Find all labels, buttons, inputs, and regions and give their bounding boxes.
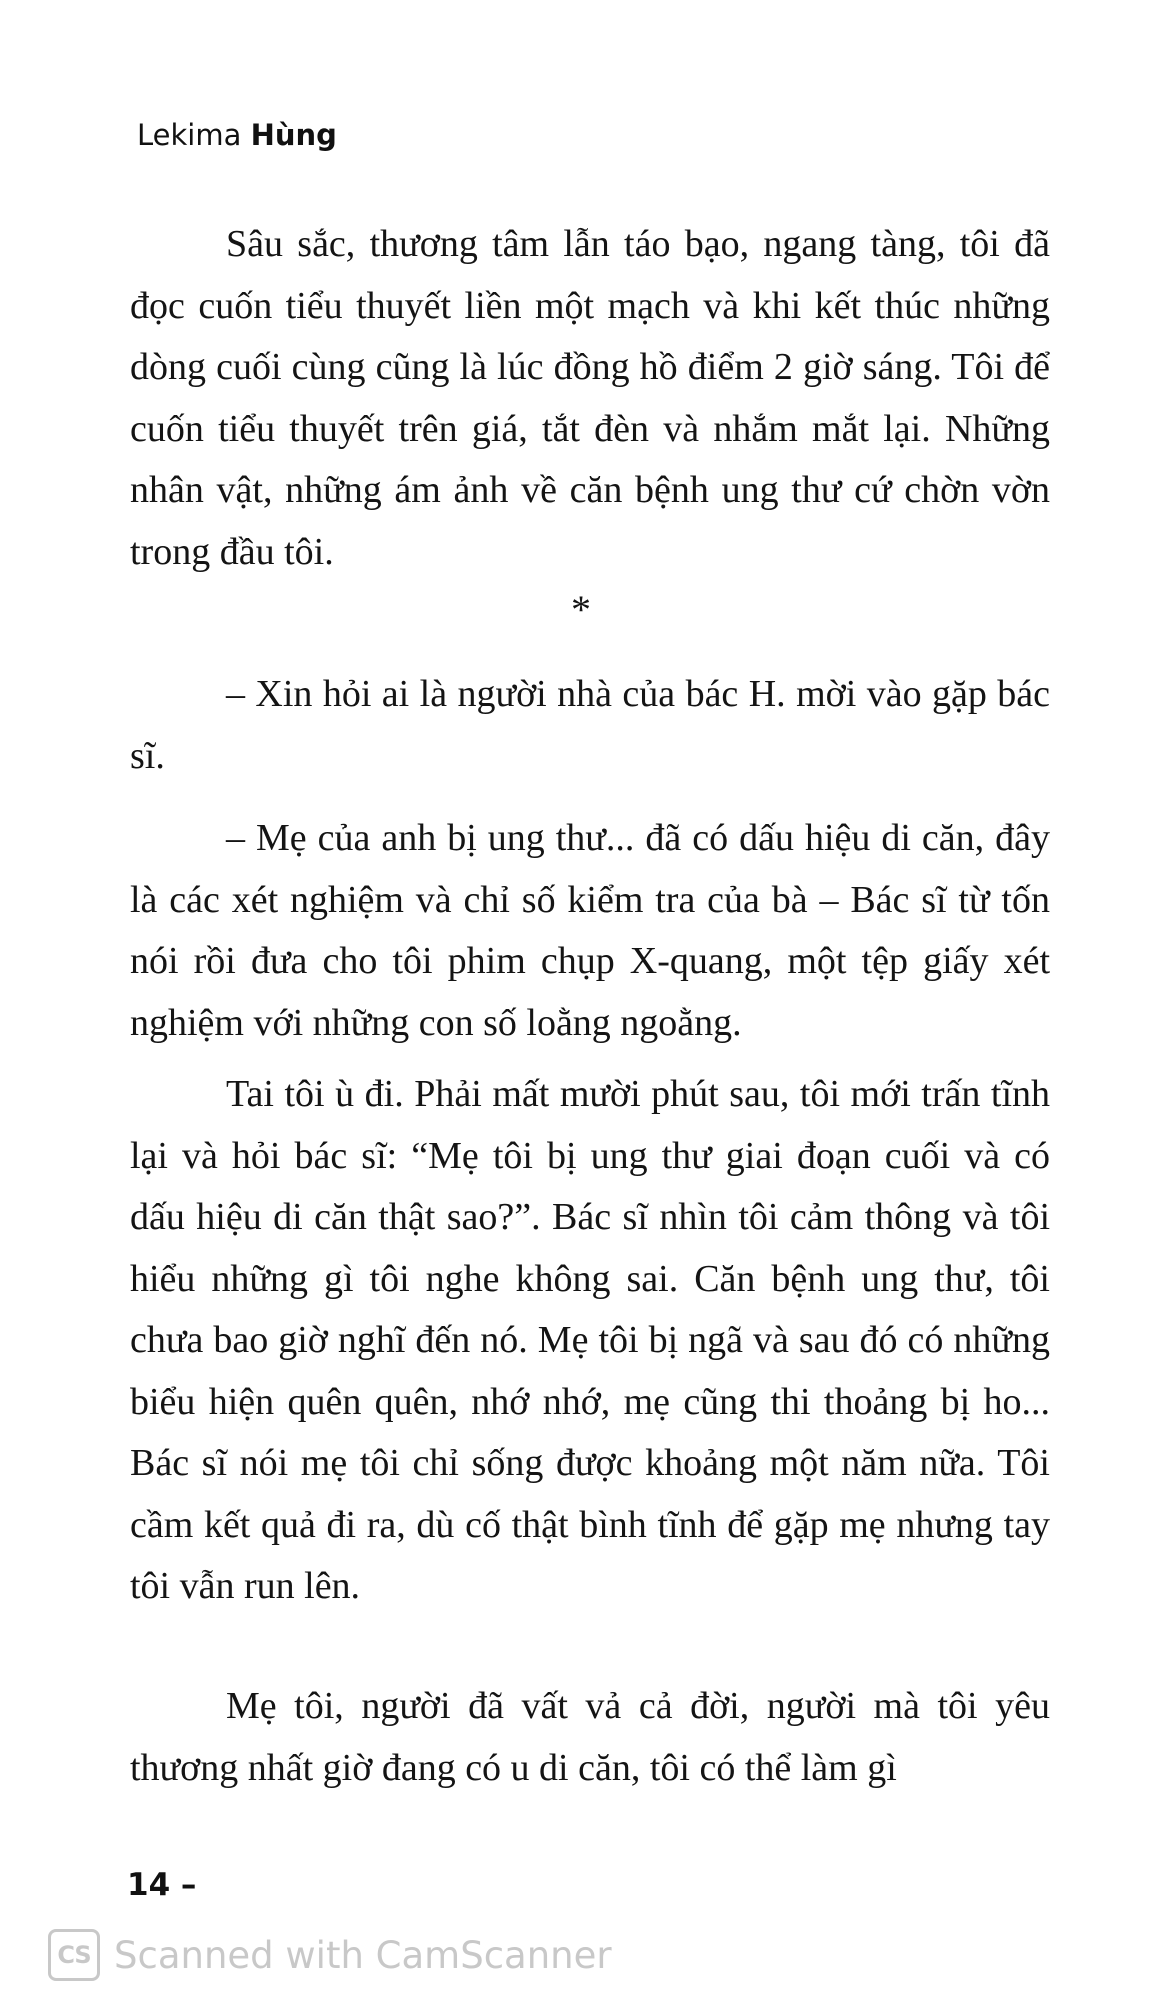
paragraph-1-block xyxy=(130,214,1050,583)
paragraph-3-block xyxy=(130,808,1050,1054)
paragraph-5-block xyxy=(130,1676,1050,1799)
paragraph-4: Tai tôi ù đi. Phải mất mười phút sau, tôi mới trấn tĩnh lại và hỏi bác sĩ: “Mẹ tôi bị ung thư giai đoạn cuối và có dấu hiệu di căn thật sao?”. Bác sĩ nhìn tôi cảm thông và tôi hiểu những gì tôi nghe không sai. Căn bệnh ung thư, tôi chưa bao giờ nghĩ đến nó. Mẹ tôi bị ngã và sau đó có những biểu hiện quên quên, nhớ nhớ, mẹ cũng thi thoảng bị ho... Bác sĩ nói mẹ tôi chỉ sống được khoảng một năm nữa. Tôi cầm kết quả đi ra, dù cố thật bình tĩnh để gặp mẹ nhưng tay tôi vẫn run lên. xyxy=(130,1073,1050,1607)
camscanner-logo-icon: CS xyxy=(48,1929,100,1981)
paragraph-2-block xyxy=(130,664,1050,787)
paragraph-4-block xyxy=(130,1064,1050,1618)
author-last-name: Hùng xyxy=(250,118,337,152)
paragraph-2: – Xin hỏi ai là người nhà của bác H. mời vào gặp bác sĩ. xyxy=(130,673,1050,777)
watermark-text: Scanned with CamScanner xyxy=(114,1933,612,1977)
section-separator: * xyxy=(571,587,591,632)
paragraph-1: Sâu sắc, thương tâm lẫn táo bạo, ngang tàng, tôi đã đọc cuốn tiểu thuyết liền một mạch và khi kết thúc những dòng cuối cùng cũng là lúc đồng hồ điểm 2 giờ sáng. Tôi để cuốn tiểu thuyết trên giá, tắt đèn và nhắm mắt lại. Những nhân vật, những ám ảnh về căn bệnh ung thư cứ chờn vờn trong đầu tôi. xyxy=(130,223,1050,573)
author-first-name: Lekima xyxy=(137,118,242,152)
running-header xyxy=(137,118,337,152)
page-number: 14 – xyxy=(127,1867,197,1903)
paragraph-5: Mẹ tôi, người đã vất vả cả đời, người mà tôi yêu thương nhất giờ đang có u di căn, tôi có thể làm gì xyxy=(130,1685,1050,1789)
camscanner-watermark xyxy=(48,1925,612,1985)
paragraph-3: – Mẹ của anh bị ung thư... đã có dấu hiệu di căn, đây là các xét nghiệm và chỉ số kiểm tra của bà – Bác sĩ từ tốn nói rồi đưa cho tôi phim chụp X-quang, một tệp giấy xét nghiệm với những con số loằng ngoằng. xyxy=(130,817,1050,1044)
